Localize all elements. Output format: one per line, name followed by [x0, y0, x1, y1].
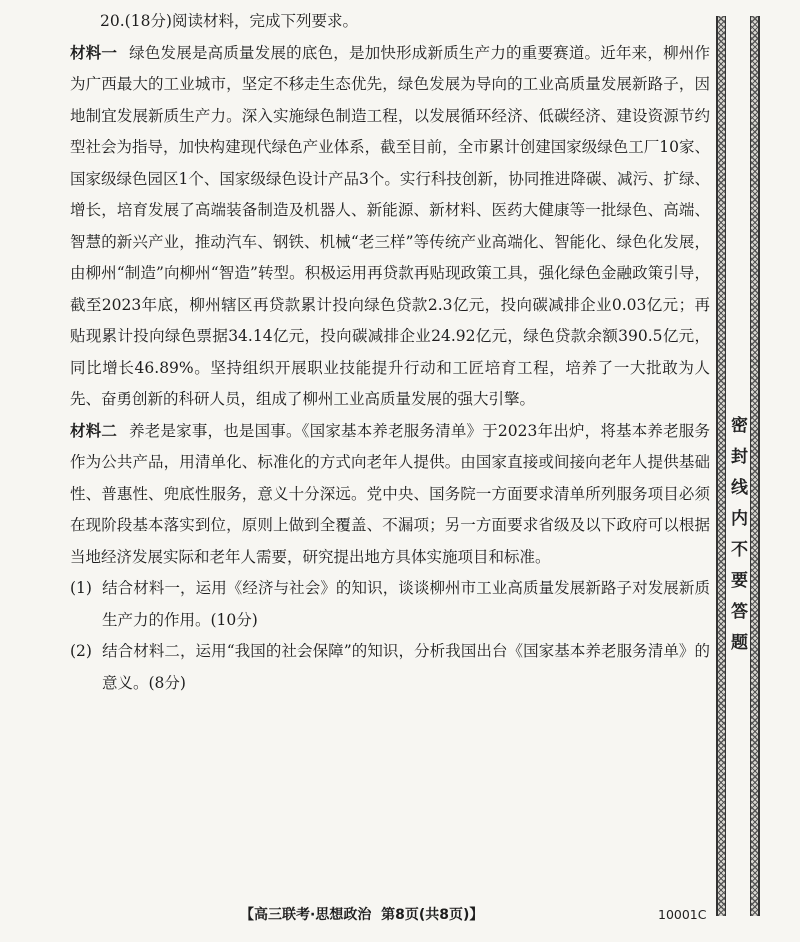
question-header: [100, 6, 710, 38]
seal-warning-text: 密封线内不要答题: [727, 416, 747, 664]
material-1-text: 绿色发展是高质量发展的底色，是加快形成新质生产力的重要赛道。近年来，柳州作为广西最大的工业城市，坚定不移走生态优先，绿色发展为导向的工业高质量发展新路子，因地制宜发展新质生产力。深入实施绿色制造工程，以发展循环经济、低碳经济、建设资源节约型社会为指导，加快构建现代绿色产业体系，截至目前，全市累计创建国家级绿色工厂10家、国家级绿色园区1个、国家级绿色设计产品3个。实行科技创新，协同推进降碳、减污、扩绿、增长，培育发展了高端装备制造及机器人、新能源、新材料、医药大健康等一批绿色、高端、智慧的新兴产业，推动汽车、钢铁、机械“老三样”等传统产业高端化、智能化、绿色化发展，由柳州“制造”向柳州“智造”转型。积极运用再贷款再贴现政策工具，强化绿色金融政策引导，截至2023年底，柳州辖区再贷款累计投向绿色贷款2.3亿元，投向碳减排企业0.03亿元；再贴现累计投向绿色票据34.14亿元，投向碳减排企业24.92亿元，绿色贷款余额390.5亿元，同比增长46.89%。坚持组织开展职业技能提升行动和工匠培育工程，培养了一大批敢为人先、奋勇创新的科研人员，组成了柳州工业高质量发展的强大引擎。: [70, 43, 710, 408]
seal-binding-strip: [716, 16, 760, 916]
sub-question-number: (1): [70, 579, 92, 597]
material-2-label: 材料二: [70, 421, 118, 440]
material-1-label: 材料一: [70, 43, 118, 62]
footer-page-number: 第8页(共8页)】: [381, 907, 484, 923]
paper-code: 10001C: [658, 907, 707, 922]
footer-exam-title: 【高三联考·思想政治: [240, 907, 372, 923]
material-2-text: 养老是家事，也是国事。《国家基本养老服务清单》于2023年出炉，将基本养老服务作为公共产品，用清单化、标准化的方式向老年人提供。由国家直接或间接向老年人提供基础性、普惠性、兜底性服务，意义十分深远。党中央、国务院一方面要求清单所列服务项目必须在现阶段基本落实到位，原则上做到全覆盖、不漏项；另一方面要求省级及以下政府可以根据当地经济发展实际和老年人需要，研究提出地方具体实施项目和标准。: [70, 421, 710, 566]
question-number: 20.: [100, 12, 125, 30]
sub-question-1: [70, 573, 710, 636]
sub-question-number: (2): [70, 642, 92, 660]
question-content: [70, 6, 710, 699]
material-1: [70, 38, 710, 416]
material-2: [70, 416, 710, 574]
question-instruction: (18分)阅读材料，完成下列要求。: [124, 12, 358, 30]
sub-question-2: [70, 636, 710, 699]
sub-question-text: 结合材料二，运用“我国的社会保障”的知识，分析我国出台《国家基本养老服务清单》的意义。(8分): [102, 642, 710, 692]
sub-question-text: 结合材料一，运用《经济与社会》的知识，谈谈柳州市工业高质量发展新路子对发展新质生产力的作用。(10分): [102, 579, 710, 629]
page-footer: [240, 904, 483, 924]
